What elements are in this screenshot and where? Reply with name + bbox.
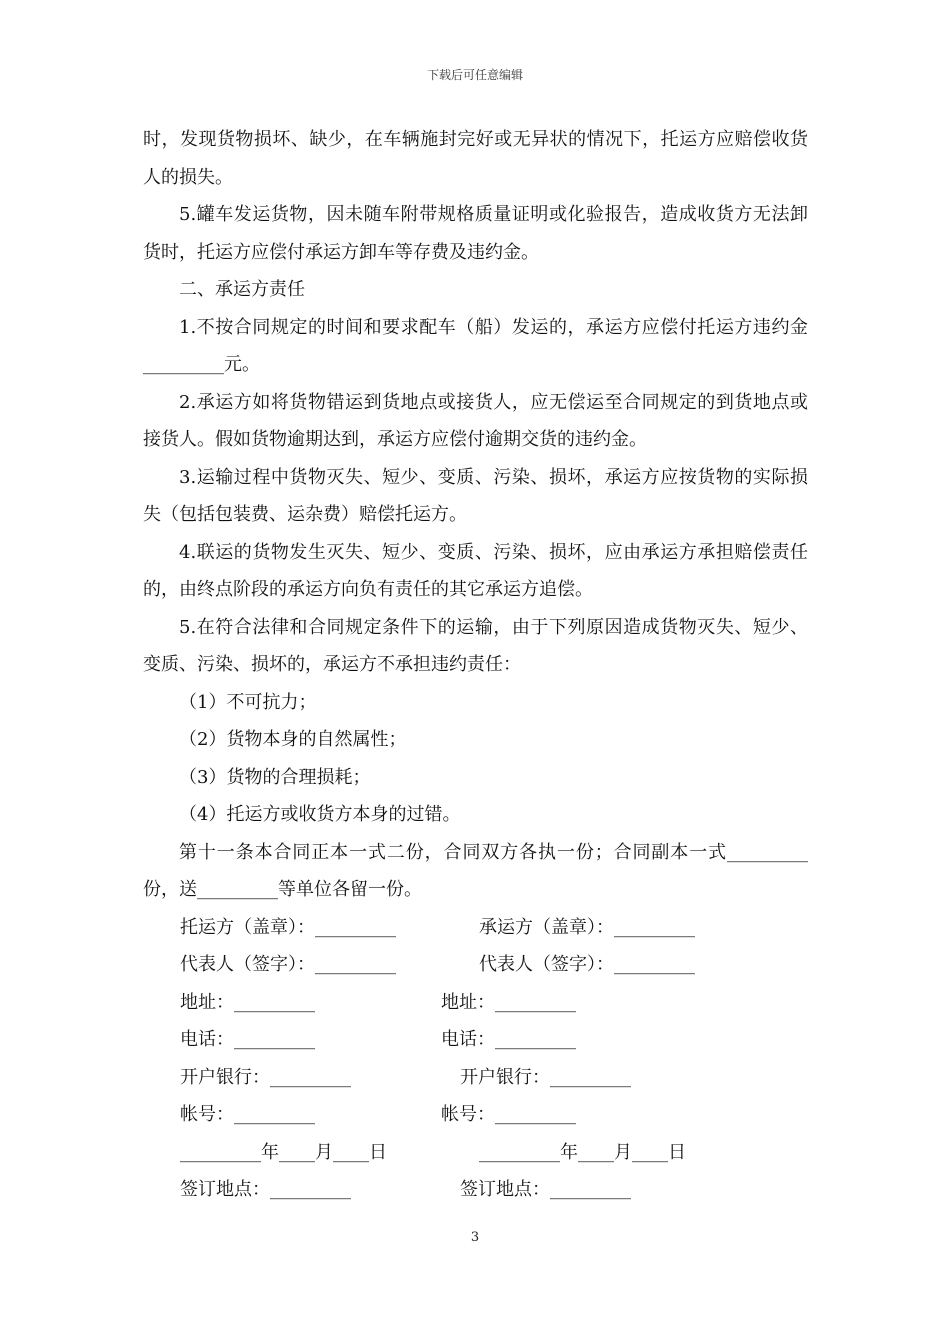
carrier-field: 地址：_________ [441,991,576,1013]
consignor-field: 地址：_________ [180,991,315,1013]
signature-row [143,1059,808,1097]
document-body [143,121,808,1209]
consignor-field: _________年____月____日 [180,1141,387,1163]
paragraph: 第十一条本合同正本一式二份，合同双方各执一份；合同副本一式_________份，送_________等单位各留一份。 [143,841,808,900]
carrier-field: 承运方（盖章）：_________ [479,916,695,938]
consignor-field: 电话：_________ [180,1029,315,1050]
consignor-field: 托运方（盖章）：_________ [180,916,396,938]
paragraph: 3.运输过程中货物灭失、短少、变质、污染、损坏，承运方应按货物的实际损失（包括包装费、运杂费）赔偿托运方。 [143,466,808,525]
page-number: 3 [470,1230,480,1245]
consignor-field: 开户银行：_________ [180,1066,351,1088]
paragraph-list [143,121,808,909]
paragraph: （4）托运方或收货方本身的过错。 [179,804,461,825]
paragraph: （3）货物的合理损耗； [179,766,371,788]
paragraph: 1.不按合同规定的时间和要求配车（船）发运的，承运方应偿付托运方违约金_________元。 [143,316,808,375]
carrier-field: 开户银行：_________ [460,1066,631,1088]
consignor-field: 帐号：_________ [180,1104,315,1125]
signature-row [143,1171,808,1209]
carrier-field: 签订地点：_________ [460,1179,631,1200]
signature-row [143,1096,808,1134]
consignor-field: 代表人（签字）：_________ [180,954,396,975]
carrier-field: 帐号：_________ [441,1104,576,1125]
paragraph: 4.联运的货物发生灭失、短少、变质、污染、损坏，应由承运方承担赔偿责任的，由终点阶段的承运方向负有责任的其它承运方追偿。 [143,541,808,600]
carrier-field: 代表人（签字）：_________ [479,954,695,975]
paragraph: 5.罐车发运货物，因未随车附带规格质量证明或化验报告，造成收货方无法卸货时，托运方应偿付承运方卸车等存费及违约金。 [143,204,808,263]
carrier-field: _________年____月____日 [479,1141,686,1163]
paragraph: 时，发现货物损坏、缺少，在车辆施封完好或无异状的情况下，托运方应赔偿收货人的损失。 [143,129,808,188]
paragraph: 2.承运方如将货物错运到货地点或接货人，应无偿运至合同规定的到货地点或接货人。假如货物逾期达到，承运方应偿付逾期交货的违约金。 [143,391,808,450]
paragraph: 5.在符合法律和合同规定条件下的运输，由于下列原因造成货物灭失、短少、变质、污染、损坏的，承运方不承担违约责任： [143,616,808,675]
paragraph: 二、承运方责任 [179,279,305,300]
signature-row [143,1021,808,1059]
signature-block [143,909,808,1209]
carrier-field: 电话：_________ [441,1029,576,1050]
signature-row [143,946,808,984]
paragraph: （2）货物本身的自然属性； [179,729,407,750]
signature-row [143,984,808,1022]
consignor-field: 签订地点：_________ [180,1179,351,1200]
signature-row [143,1134,808,1172]
signature-row [143,909,808,947]
page-header: 下载后可任意编辑 [426,68,523,82]
paragraph: （1）不可抗力； [179,691,317,713]
